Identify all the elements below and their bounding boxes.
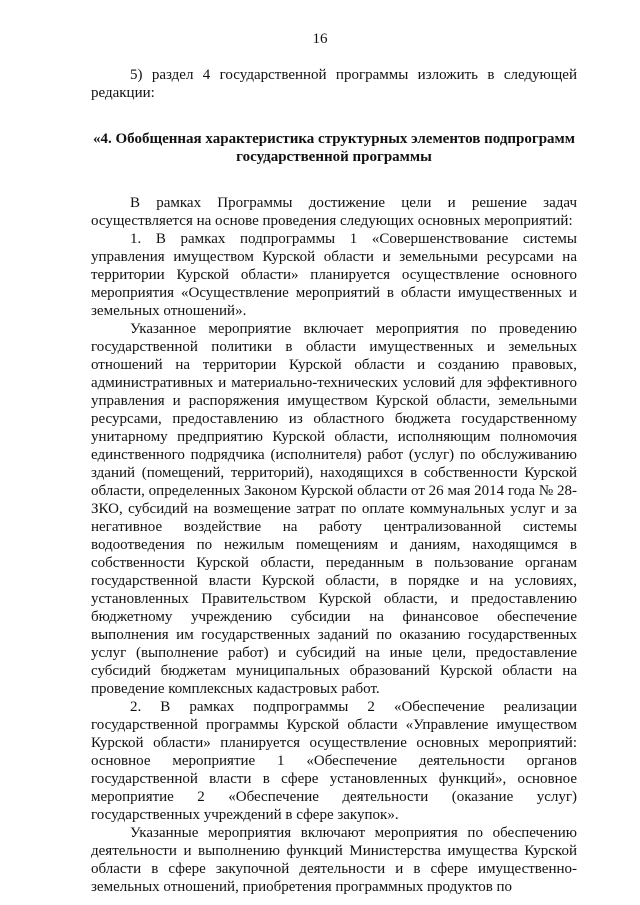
paragraph-subprogram-1-details: Указанное мероприятие включает мероприятия по проведению государственной политики в области имущественных и земельных отношений на территории Курской области и созданию правовых, административных и материально-технических условий для эффективного управления и распоряжения имуществом Курской области, земельными ресурсами, предоставлению из областного бюджета государственному унитарному предприятию Курской области, исполняющим полномочия единственного подрядчика (исполнителя) работ (услуг) по обслуживанию зданий (помещений, территорий), находящихся в собственности Курской области, определенных Законом Курской области от 26 мая 2014 года № 28-ЗКО, субсидий на возмещение затрат по оплате коммунальных услуг и за негативное воздействие на работу централизованной системы водоотведения по нежилым помещениям и даниям, находящимся в собственности Курской области, переданным в пользование органам государственной власти Курской области, в порядке и на условиях, установленных Правительством Курской области, и предоставлению бюджетному учреждению субсидии на финансовое обеспечение выполнения им государственных заданий по оказанию государственных услуг (выполнение работ) и субсидий на иные цели, предоставление субсидий бюджетам муниципальных образований Курской области на проведение комплексных кадастровых работ. (91, 321, 577, 697)
amendment-paragraph: 5) раздел 4 государственной программы изложить в следующей редакции: (91, 67, 577, 101)
paragraph-intro: В рамках Программы достижение цели и решение задач осуществляется на основе проведения следующих основных мероприятий: (91, 195, 577, 229)
paragraph-subprogram-1: 1. В рамках подпрограммы 1 «Совершенствование системы управления имуществом Курской области и земельными ресурсами на территории Курской области» планируется осуществление основного мероприятия «Осуществление мероприятий в области имущественных и земельных отношений». (91, 231, 577, 319)
document-body (91, 66, 577, 896)
paragraph-subprogram-2: 2. В рамках подпрограммы 2 «Обеспечение реализации государственной программы Курской области «Управление имуществом Курской области» планируется осуществление основных мероприятий: основное мероприятие 1 «Обеспечение деятельности органов государственной власти в сфере установленных функций», основное мероприятие 2 «Обеспечение деятельности (оказание услуг) государственных учреждений в сфере закупок». (91, 699, 577, 823)
section-heading: «4. Обобщенная характеристика структурных элементов подпрограмм государственной программы (92, 131, 575, 165)
page-number: 16 (312, 31, 328, 47)
paragraph-subprogram-2-details: Указанные мероприятия включают мероприятия по обеспечению деятельности и выполнению функций Министерства имущества Курской области в сфере закупочной деятельности и в сфере имущественно-земельных отношений, приобретения программных продуктов по (91, 825, 577, 895)
